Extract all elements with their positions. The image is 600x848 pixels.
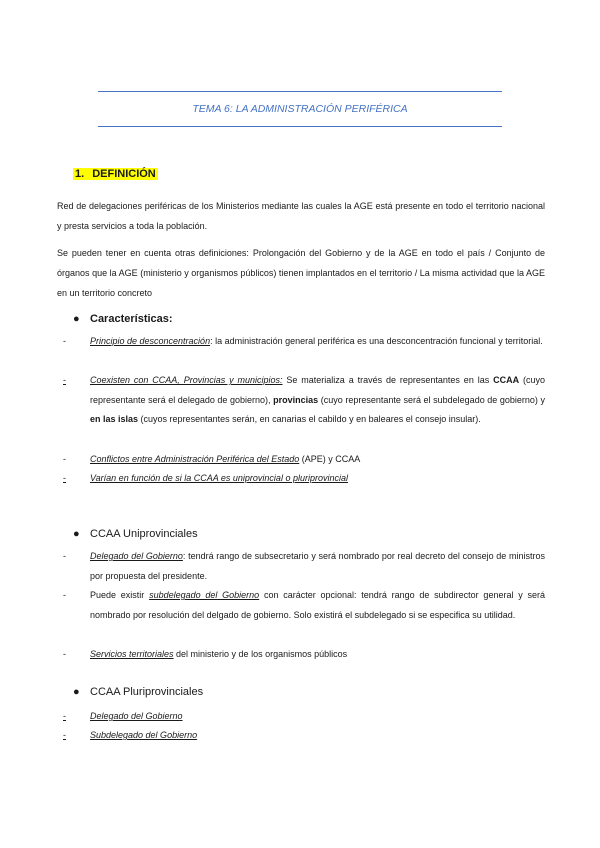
title-rule-bottom [98,126,502,127]
term-link: Delegado del Gobierno [90,711,183,721]
bullet-pluriprovinciales [73,686,203,698]
dash-marker: - [63,454,66,464]
term-link: Delegado del Gobierno [90,551,183,561]
term-link: Principio de desconcentración [90,336,211,346]
bullet-heading: Características: [90,313,173,325]
dash-marker: - [63,711,66,721]
document-title: TEMA 6: LA ADMINISTRACIÓN PERIFÉRICA [192,103,408,115]
list-item: - Principio de desconcentración: la administración general periférica es una desconcentración funcional y territorial. [63,332,545,352]
list-item: - Servicios territoriales del ministerio y de los organismos públicos [63,645,545,665]
bullet-caracteristicas [73,313,173,325]
title-rule-top [98,91,502,92]
term-link: Varían en función de si la CCAA es uniprovincial o pluriprovincial [90,473,348,483]
list-item [63,469,545,489]
dash-marker: - [63,473,66,483]
dash-marker: - [63,590,66,600]
dash-marker: - [63,375,66,385]
dash-marker: - [63,551,66,561]
list-item: - Conflictos entre Administración Periférica del Estado (APE) y CCAA [63,450,545,470]
bullet-icon: ● [73,313,80,325]
list-item: - Delegado del Gobierno: tendrá rango de subsecretario y será nombrado por real decreto del consejo de ministros por propuesta del presidente. [63,547,545,586]
section-heading-definicion [73,168,158,180]
bullet-heading: CCAA Uniprovinciales [90,528,198,540]
other-definitions-paragraph: Se pueden tener en cuenta otras definiciones: Prolongación del Gobierno y de la AGE en todo el país / Conjunto de órganos que la AGE (ministerio y organismos públicos) tienen implantados en el territorio / La misma actividad que la AGE en un territorio concreto [57,248,545,298]
section-title: DEFINICIÓN [92,168,156,180]
list-item: - Coexisten con CCAA, Provincias y municipios: Se materializa a través de representantes en las CCAA (cuyo representante será el delegado de gobierno), provincias (cuyo representante será el subdelegado de gobierno) y en las islas (cuyos representantes serán, en canarias el cabildo y en baleares el consejo insular). [63,371,545,430]
bullet-icon: ● [73,528,80,540]
list-item [63,707,545,727]
term-link: Subdelegado del Gobierno [90,730,198,740]
bullet-uniprovinciales [73,528,198,540]
dash-marker: - [63,649,66,659]
definition-paragraph: Red de delegaciones periféricas de los Ministerios mediante las cuales la AGE está presente en todo el territorio nacional y presta servicios a toda la población. [57,201,545,231]
term-link: Conflictos entre Administración Periférica del Estado [90,454,300,464]
list-item [63,726,545,746]
bullet-heading: CCAA Pluriprovinciales [90,686,204,698]
list-item: - Puede existir subdelegado del Gobierno con carácter opcional: tendrá rango de subdirector general y será nombrado por resolución del delgado de gobierno. Solo existirá el subdelegado si se especifica su utilidad. [63,586,545,625]
bullet-icon: ● [73,686,80,698]
term-link: Servicios territoriales [90,649,174,659]
dash-marker: - [63,336,66,346]
term-link: subdelegado del Gobierno [149,590,260,600]
dash-marker: - [63,730,66,740]
term-link: Coexisten con CCAA, Provincias y municipios: [90,375,283,385]
section-number: 1. [75,168,85,180]
